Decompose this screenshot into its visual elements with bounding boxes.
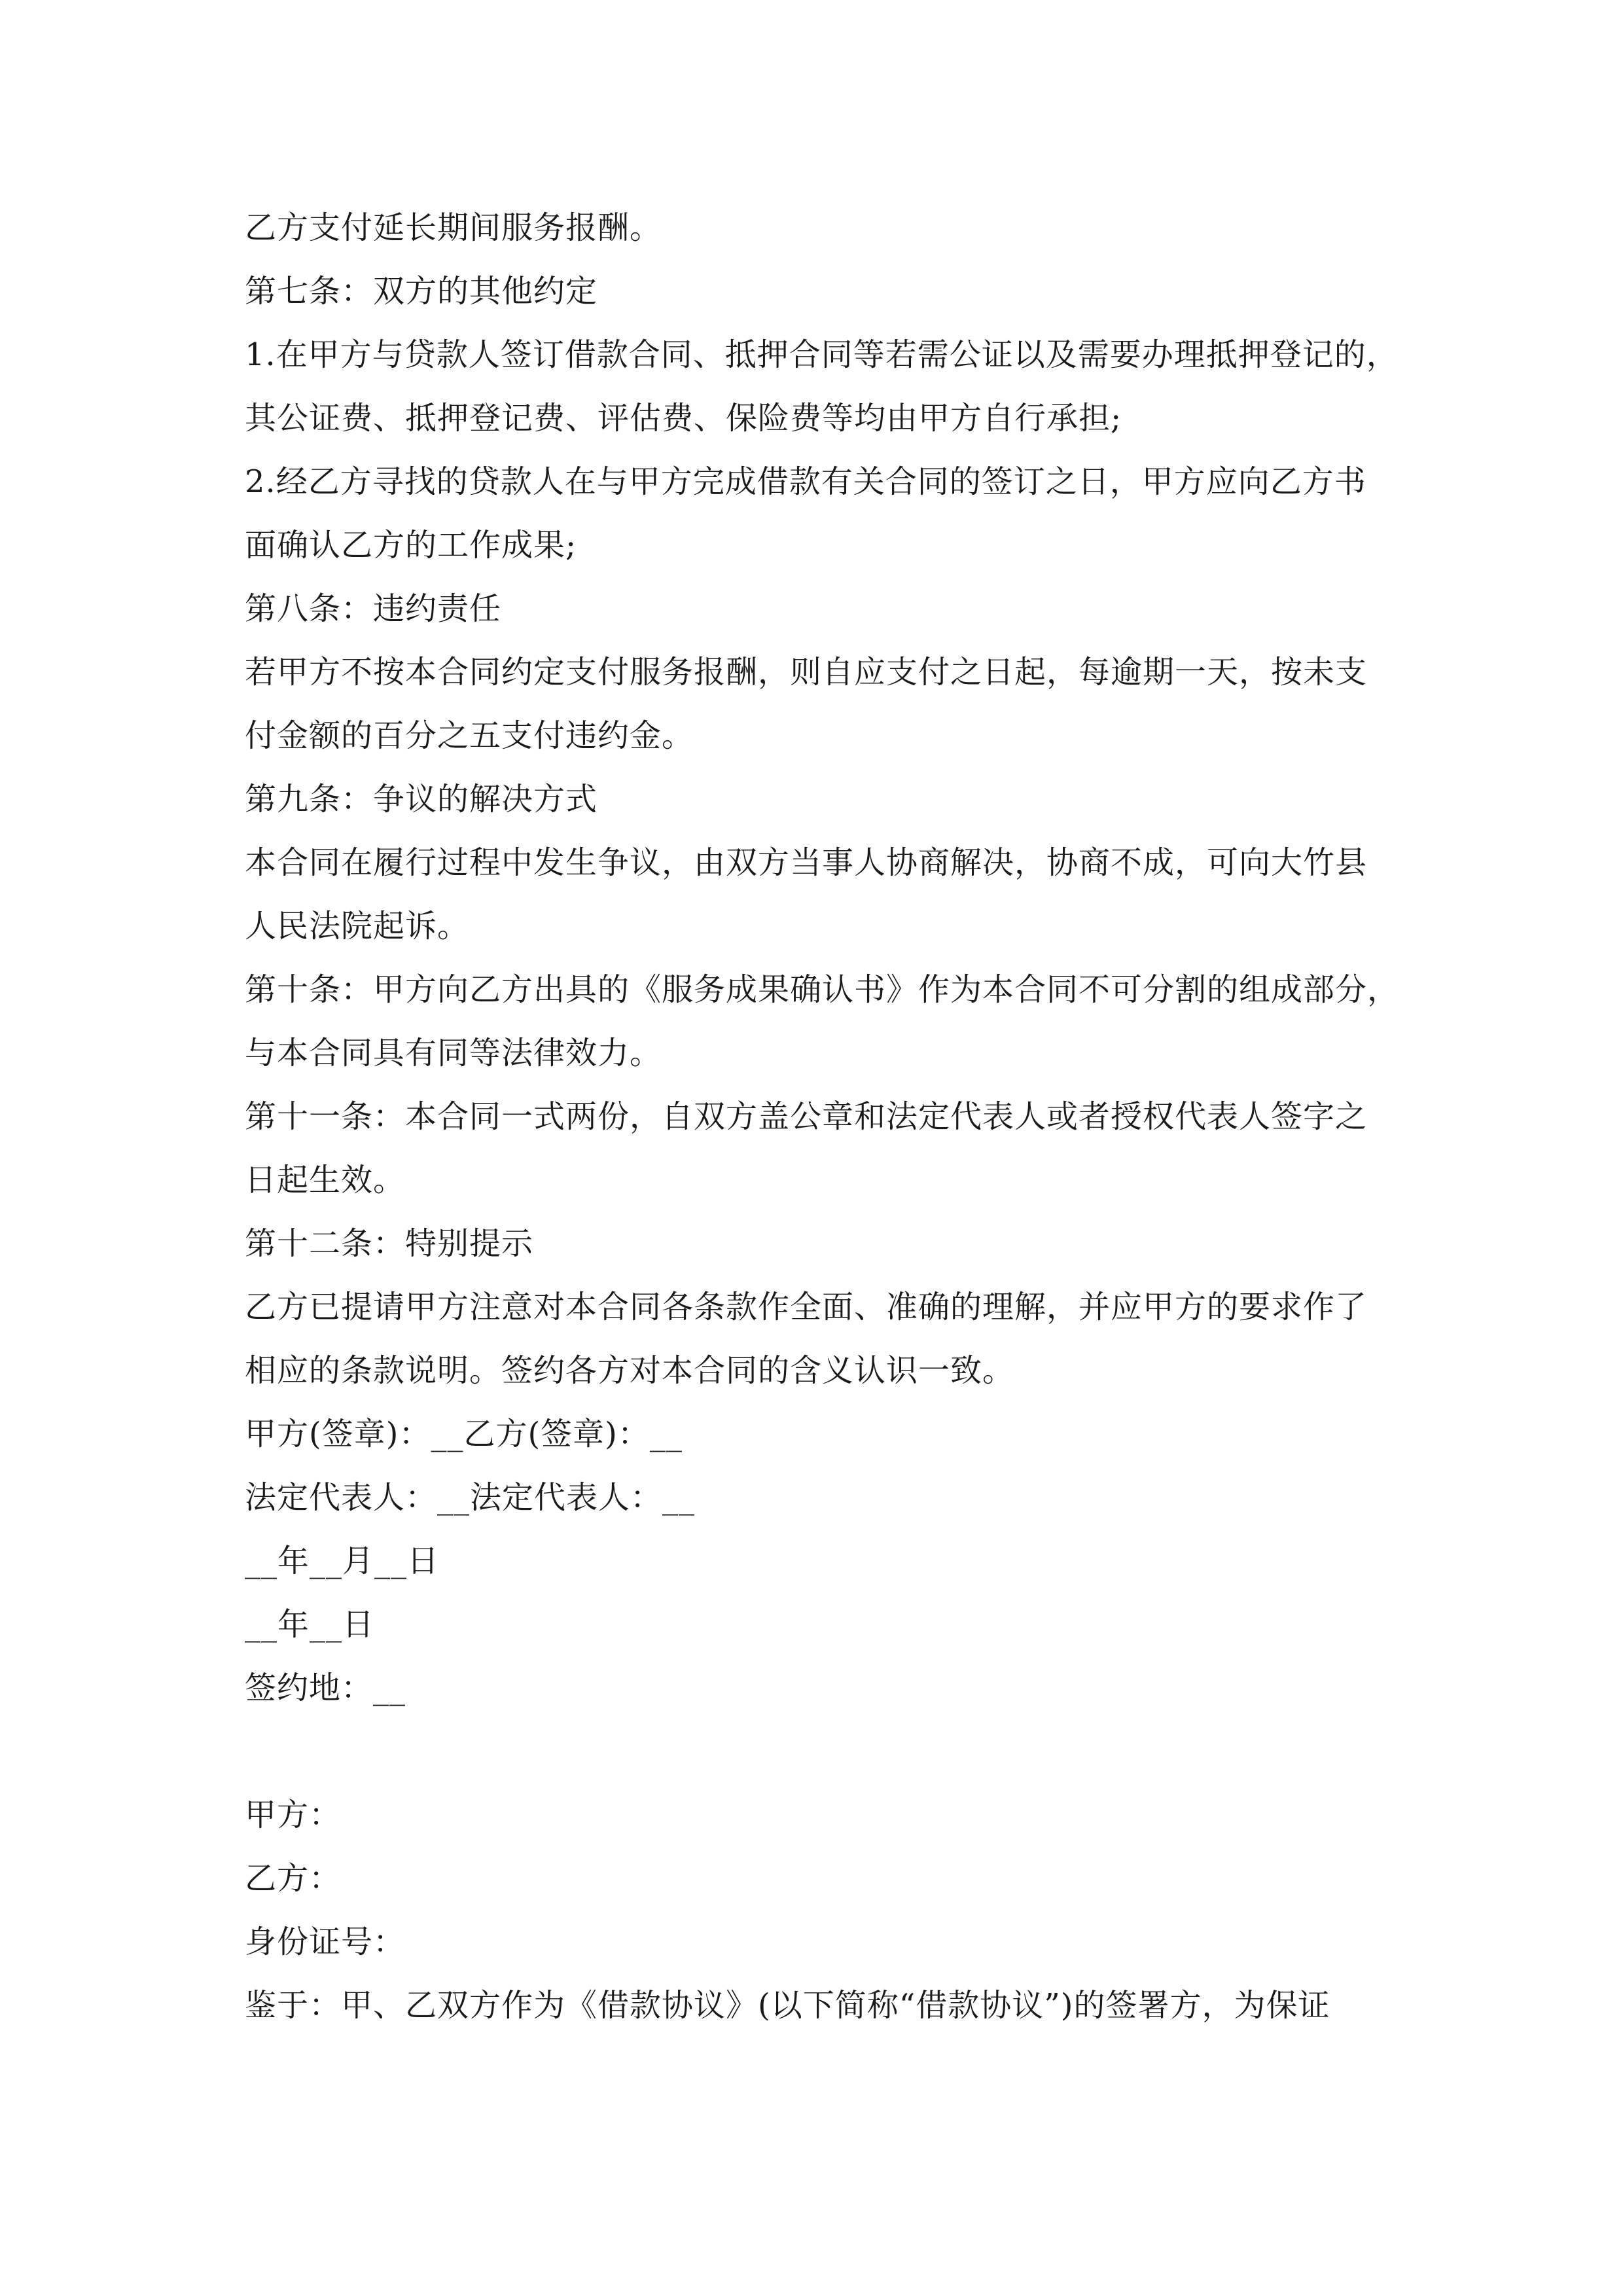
article-11-line: 第十一条：本合同一式两份，自双方盖公章和法定代表人或者授权代表人签字之 bbox=[245, 1098, 1368, 1135]
paragraph-line: 付金额的百分之五支付违约金。 bbox=[245, 717, 694, 754]
signing-place-line: 签约地：__ bbox=[245, 1670, 406, 1706]
article-12-heading: 第十二条：特别提示 bbox=[245, 1225, 534, 1262]
paragraph-line: 乙方已提请甲方注意对本合同各条款作全面、准确的理解，并应甲方的要求作了 bbox=[245, 1289, 1368, 1325]
paragraph-line: 日起生效。 bbox=[245, 1162, 406, 1198]
paragraph-line: 其公证费、抵押登记费、评估费、保险费等均由甲方自行承担; bbox=[245, 400, 1122, 437]
paragraph-line: 本合同在履行过程中发生争议，由双方当事人协商解决，协商不成，可向大竹县 bbox=[245, 844, 1368, 881]
date-line: __年__日 bbox=[245, 1606, 375, 1643]
date-line: __年__月__日 bbox=[245, 1543, 440, 1579]
paragraph-line: 与本合同具有同等法律效力。 bbox=[245, 1035, 662, 1071]
whereas-line: 鉴于：甲、乙双方作为《借款协议》(以下简称“借款协议”)的签署方，为保证 bbox=[245, 1987, 1330, 2024]
article-7-heading: 第七条：双方的其他约定 bbox=[245, 273, 598, 310]
paragraph-line: 乙方支付延长期间服务报酬。 bbox=[245, 209, 662, 246]
blank-spacer bbox=[245, 1720, 1397, 1784]
paragraph-line: 相应的条款说明。签约各方对本合同的含义认识一致。 bbox=[245, 1352, 1015, 1389]
paragraph-line: 若甲方不按本合同约定支付服务报酬，则自应支付之日起，每逾期一天，按未支 bbox=[245, 654, 1368, 691]
paragraph-line: 2.经乙方寻找的贷款人在与甲方完成借款有关合同的签订之日，甲方应向乙方书 bbox=[245, 463, 1366, 500]
paragraph-line: 1.在甲方与贷款人签订借款合同、抵押合同等若需公证以及需要办理抵押登记的， bbox=[245, 336, 1399, 373]
paragraph-line: 面确认乙方的工作成果; bbox=[245, 527, 577, 564]
article-10-line: 第十条：甲方向乙方出具的《服务成果确认书》作为本合同不可分割的组成部分， bbox=[245, 971, 1400, 1008]
paragraph-line: 人民法院起诉。 bbox=[245, 908, 470, 944]
article-8-heading: 第八条：违约责任 bbox=[245, 590, 502, 627]
document-body bbox=[245, 196, 1400, 2037]
article-9-heading: 第九条：争议的解决方式 bbox=[245, 781, 598, 817]
party-b-line: 乙方： bbox=[245, 1860, 342, 1897]
party-a-line: 甲方： bbox=[245, 1797, 342, 1833]
signature-party-line: 甲方(签章)：__乙方(签章)：__ bbox=[245, 1416, 683, 1452]
legal-representative-line: 法定代表人：__法定代表人：__ bbox=[245, 1479, 696, 1516]
id-number-line: 身份证号： bbox=[245, 1924, 406, 1960]
